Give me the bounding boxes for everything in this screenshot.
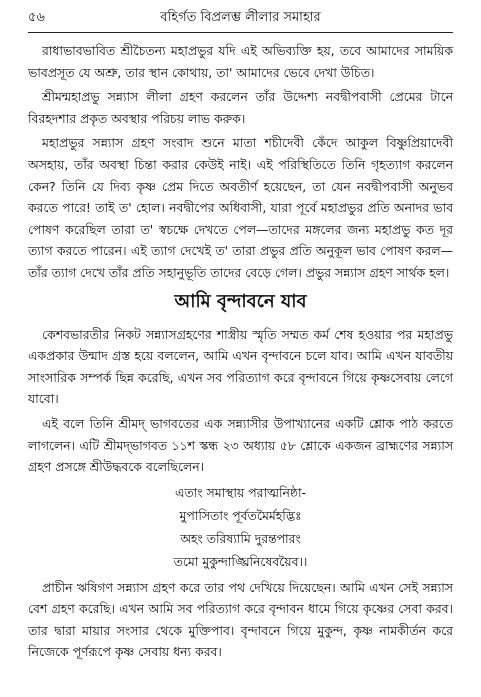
sanskrit-verse	[28, 481, 453, 573]
page-header	[28, 6, 453, 28]
paragraph: প্রাচীন ঋষিগণ সন্ন্যাস গ্রহণ করে তার পথ দেখিয়ে দিয়েছেন। আমি এখন সেই সন্ন্যাস বেশ গ্রহণ করেছি। এখন আমি সব পরিত্যাগ করে বৃন্দাবন ধামে গিয়ে কৃষ্ণের সেবা করব। তার দ্বারা মায়ার সংসার থেকে মুক্তিপাব। বৃন্দাবনে গিয়ে মুকুন্দ, কৃষ্ণ নামকীর্তন করে নিজেকে পূর্ণরূপে কৃষ্ণ সেবায় ধন্য করব।	[28, 579, 453, 660]
page-number: ৫৬	[28, 10, 45, 25]
paragraph: এই বলে তিনি শ্রীমদ্ ভাগবতের এক সন্ন্যাসীর উপাখ্যানের একটি শ্লোক পাঠ করতে লাগলেন। এটি শ্রীমদ্‌ভাগবত ১১শ স্কন্ধ ২৩ অধ্যায় ৫৮ শ্লোকে একজন ব্রাহ্মণের সন্ন্যাস গ্রহণ প্রসঙ্গে শ্রীউদ্ধবকে বলেছিলেন।	[28, 415, 453, 475]
verse-line: অহং তরিষ্যামি দুরন্তপারং	[180, 530, 301, 546]
running-title: বহির্গত বিপ্রলম্ভ লীলার সমাহার	[160, 10, 321, 25]
paragraph: রাধাভাবভাবিত শ্রীচৈতন্য মহাপ্রভুর যদি এই অভিব্যক্তি হয়, তবে আমাদের সাময়িক ভাবপ্রসূত যে অশ্রু, তার স্থান কোথায়, তা' আমাদের ভেবে দেখা উচিত।	[28, 43, 453, 80]
verse-line: তমো মুকুন্দাঙ্ঘ্রিনিষেবয়ৈব।।	[173, 553, 308, 569]
verse-line: এতাং সমাস্থায় পরাত্মনিষ্ঠা-	[174, 484, 307, 500]
verse-line: মুপাসিতাং পূর্বতমৈর্মহদ্ভিঃ	[179, 507, 302, 523]
header-rule	[28, 32, 453, 33]
section-heading: আমি বৃন্দাবনে যাব	[174, 290, 307, 312]
paragraph: কেশবভারতীর নিকট সন্ন্যাসগ্রহণের শাস্ত্রীয় স্মৃতি সম্মত কর্ম শেষ হওয়ার পর মহাপ্রভু একপ্রকার উন্মাদ গ্রস্ত হয়ে বললেন, আমি এখন বৃন্দাবনে চলে যাব। আমি এখন যাবতীয় সাংসারিক সম্পর্ক ছিন্ন করেছি, এখন সব পরিত্যাগ করে বৃন্দাবনে গিয়ে কৃষ্ণসেবায় লেগে যাবো।	[28, 326, 453, 407]
paragraph: শ্রীমন্মহাপ্রভু সন্ন্যাস লীলা গ্রহণ করলেন তাঁর উদ্দেশ্য নবদ্বীপবাসী প্রেমের টানে বিরহদশার প্রকৃত অবস্থার পরিচয় লাভ করুক।	[28, 89, 453, 126]
page-body	[28, 40, 453, 666]
paragraph: মহাপ্রভুর সন্ন্যাস গ্রহণ সংবাদ শুনে মাতা শচীদেবী কেঁদে আকুল বিষ্ণুপ্রিয়াদেবী অসহায়, তাঁর অবস্থা চিন্তা করার কেউই নাই। এই পরিস্থিতিতে তিনি গৃহত্যাগ করলেন কেন? তিনি যে দিব্য কৃষ্ণ প্রেম দিতে অবতীর্ণ হয়েছেন, তা যেন নবদ্বীপবাসী অনুভব করতে পারে! তাই ত' হোল। নবদ্বীপের অধিবাসী, যারা পূর্বে মহাপ্রভুর প্রতি অনাদর ভাব পোষণ করেছিল তারা ত' স্বচক্ষে দেখতে পেল—তাদের মঙ্গলের জন্য মহাপ্রভু কত দূর ত্যাগ করতে পারেন। এই ত্যাগ দেখেই ত' তারা প্রভুর প্রতি অনুকূল ভাব পোষণ করল—তাঁর ত্যাগ দেখে তাঁর প্রতি সহানুভূতি তাদের বেড়ে গেল। প্রভুর সন্ন্যাস গ্রহণ সার্থক হল।	[28, 135, 453, 280]
